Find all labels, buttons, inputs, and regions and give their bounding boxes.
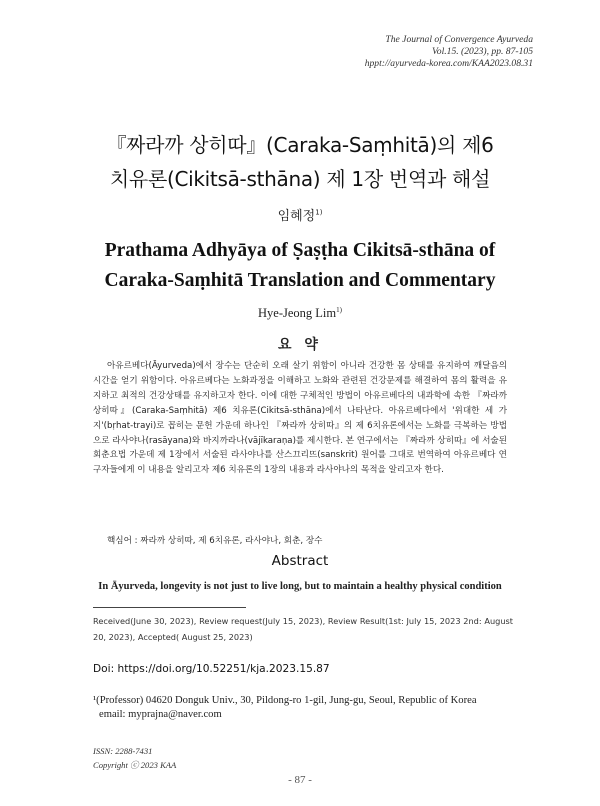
abstract-english-first-line: In Āyurveda, longevity is not just to live long, but to maintain a healthy physical condition <box>98 581 502 592</box>
author-email[interactable]: email: myprajna@naver.com <box>99 709 222 720</box>
abstract-korean-body: 아유르베다(Āyurveda)에서 장수는 단순히 오래 살기 위함이 아니라 건강한 몸 상태를 유지하여 깨달음의 시간을 얻기 위함이다. 아유르베다는 노화과정을 이해하고 노화와 관련된 건강문제를 해결하여 몸의 활력을 유지하고 최적의 건강상태를 유지하고자 한다. 이에 대한 구체적인 방법이 아유르베다의 내과학에 속한 『짜라까 상히따』(Caraka-Saṃhitā) 제6 치유론(Cikitsā-sthāna)에서 나타난다. 아유르베다에서 '위대한 세 가지'(bṛhat-trayi)로 꼽히는 문헌 가운데 하나인 『짜라까 상히따』의 제 6치유론에서는 노화를 극복하는 방법으로 라사야나(rasāyana)와 바지까라나(vājīkaraṇa)를 제시한다. 본 연구에서는 『짜라까 상히따』에 서술된 회춘요법 가운데 제 1장에서 서술된 라사야나를 산스끄리뜨(sanskrit) 원어를 그대로 번역하여 아유르베다 연구자들에게 이 내용을 알리고자 제6 치유론의 1장의 내용과 라사야나의 목적을 알리고자 한다. <box>93 361 507 476</box>
issn-block <box>93 744 176 772</box>
journal-url: hppt://ayurveda-korea.com/KAA2023.08.31 <box>364 58 533 69</box>
author-korean-footnote-mark: 1) <box>315 208 323 217</box>
author-korean-name: 임혜정 <box>277 209 316 224</box>
author-english-name: Hye-Jeong Lim <box>258 306 337 321</box>
author-english-footnote-mark: 1) <box>336 306 342 314</box>
title-english <box>0 236 600 296</box>
title-korean-line1: 『짜라까 상히따』(Caraka-Saṃhitā)의 제6 <box>106 133 494 157</box>
title-korean-line2: 치유론(Cikitsā-sthāna) 제 1장 번역과 해설 <box>109 167 491 191</box>
journal-name: The Journal of Convergence Ayurveda <box>385 34 533 45</box>
journal-header <box>365 34 533 70</box>
author-korean <box>0 205 600 224</box>
author-english <box>0 306 600 321</box>
footnote-divider <box>93 607 246 608</box>
affiliation-address: ¹(Professor) 04620 Donguk Univ., 30, Pildong-ro 1-gil, Jung-gu, Seoul, Republic of Korea <box>93 695 477 706</box>
page-number: - 87 - <box>288 774 312 786</box>
received-dates: Received(June 30, 2023), Review request(July 15, 2023), Review Result(1st: July 15, 2023 2nd: August 20, 2023), Accepted( August 25, 2023) <box>93 616 513 642</box>
journal-volume: Vol.15. (2023), pp. 87-105 <box>432 46 533 57</box>
title-korean <box>0 128 600 196</box>
keywords: 핵심어 : 짜라까 상히따, 제 6치유론, 라사야나, 회춘, 장수 <box>107 536 323 546</box>
title-english-line2: Caraka-Saṃhitā Translation and Commentary <box>104 270 496 291</box>
copyright-notice: Copyright ⓒ 2023 KAA <box>93 760 177 770</box>
issn-number: ISSN: 2288-7431 <box>93 746 153 756</box>
affiliation-footnote <box>93 694 477 722</box>
abstract-korean-heading: 요 약 <box>278 337 322 353</box>
title-english-line1: Prathama Adhyāya of Ṣaṣṭha Cikitsā-sthāna of <box>104 240 496 261</box>
doi-link[interactable]: Doi: https://doi.org/10.52251/kja.2023.15.87 <box>93 663 330 675</box>
abstract-english-heading: Abstract <box>271 553 329 569</box>
